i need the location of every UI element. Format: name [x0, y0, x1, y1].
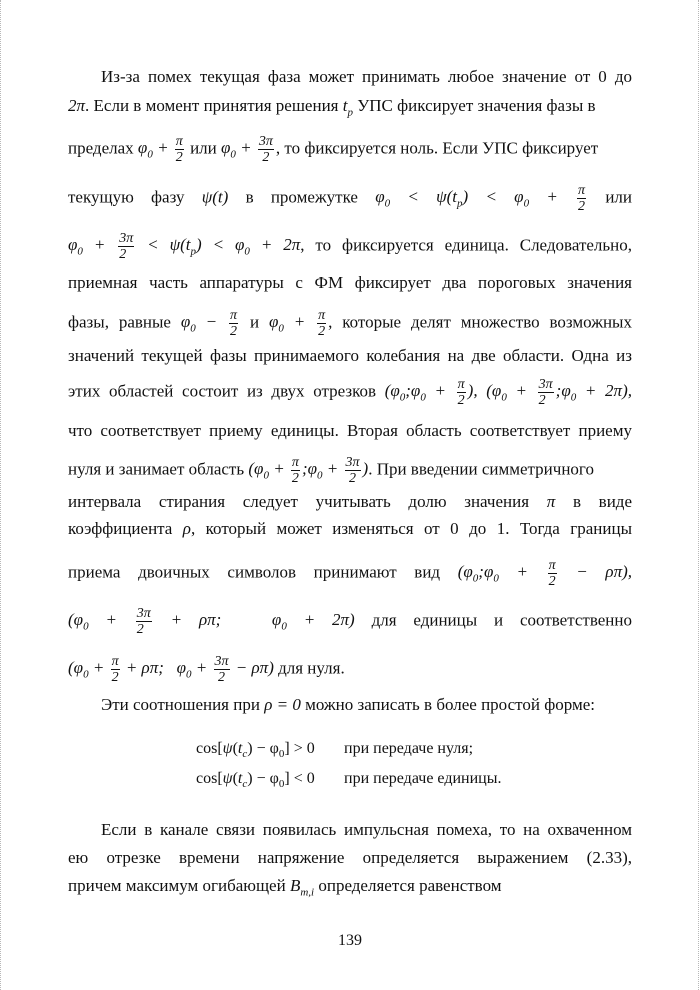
psi-t: ψ(t): [201, 187, 229, 207]
formula-phi0-pi2: $\varphi_0$ + $\frac{\pi}{2}$: [137, 134, 183, 165]
line-12: [68, 492, 632, 512]
line-11: [68, 455, 632, 486]
eq2-label: при передаче единицы.: [344, 770, 502, 787]
text-run: или: [605, 187, 632, 207]
text-run: определяется равенством: [318, 876, 502, 895]
eq1-label: при передаче нуля;: [344, 740, 474, 757]
text-run: , который может изменяться от 0 до 1. Тогда границы: [190, 519, 632, 538]
rho-symbol: ρ: [182, 519, 191, 538]
text-run: для единицы и соответственно: [371, 610, 632, 630]
pi-symbol: π: [546, 492, 556, 511]
right-page-edge: [698, 0, 699, 990]
equation-2: [196, 770, 502, 791]
line-5: [68, 231, 632, 262]
line-19: ею отрезке времени напряжение определяется выражением (2.33),: [68, 848, 632, 867]
line-18: Если в канале связи появилась импульсная помеха, то на охваченном: [101, 820, 632, 839]
text-run: , то фиксируется единица. Следовательно,: [300, 235, 632, 255]
equation-1: [196, 740, 474, 761]
line-16: [68, 654, 632, 685]
line-4: [68, 183, 632, 214]
line-14: [68, 558, 632, 589]
t-p-symbol: $t_p$: [342, 96, 353, 119]
line-2: [68, 96, 632, 122]
text-run: Эти соотношения при: [101, 695, 260, 714]
text-run: . Если в момент принятия решения: [85, 96, 339, 115]
text-run: нуля и занимает область: [68, 459, 245, 479]
line-3: [68, 134, 632, 165]
text-run: интервала стирания следует учитывать долю значения: [68, 492, 530, 511]
left-page-edge: [0, 0, 1, 990]
text-run: . При введении симметричного: [368, 459, 594, 479]
text-run: в виде: [572, 492, 633, 511]
text-run: причем максимум огибающей: [68, 876, 286, 895]
line-13: [68, 519, 632, 539]
formula-phi0-3pi2: $\varphi_0$ + $\frac{3\pi}{2}$: [221, 134, 273, 165]
formula-ineq1: $\varphi_0 < \psi(t_p) < \varphi_0$ + $\frac{\pi}{2}$: [375, 183, 586, 214]
text-run: для нуля.: [278, 658, 345, 678]
line-17: [101, 695, 632, 715]
line-8: значений текущей фазы принимаемого колебания на две области. Одна из: [68, 346, 632, 365]
text-run: и: [249, 312, 260, 332]
text-run: приема двоичных символов принимают вид: [68, 562, 441, 582]
eq2-formula: $\cos[\psi(t_c) - \varphi_0] < 0$: [196, 770, 315, 791]
formula-one-b: ($\varphi_0$ + $\frac{3\pi}{2}$ + ρπ; $\varphi_0 + 2\pi$): [68, 606, 355, 637]
two-pi: 2π: [68, 96, 86, 115]
line-15: [68, 606, 632, 637]
text-run: , которые делят множество возможных: [328, 312, 632, 332]
text-run: УПС фиксирует значения фазы в: [357, 96, 596, 115]
text-run: , то фиксируется ноль. Если УПС фиксирует: [275, 138, 599, 158]
formula-one-a: ($\varphi_0;\varphi_0$ + $\frac{\pi}{2}$ − ρπ),: [457, 558, 632, 589]
line-1: Из-за помех текущая фаза может принимать любое значение от 0 до: [101, 67, 632, 86]
formula-seg2: ($\varphi_0$ + $\frac{3\pi}{2}$ $;\varphi_0 + 2\pi$),: [486, 377, 632, 408]
text-run: пределах: [68, 138, 134, 158]
line-7: [68, 308, 632, 339]
formula-thr-minus: $\varphi_0$ − $\frac{\pi}{2}$: [180, 308, 238, 339]
text-run: этих областей состоит из двух отрезков: [68, 381, 377, 401]
rho-zero: ρ = 0: [264, 695, 301, 714]
text-run: можно записать в более простой форме:: [305, 695, 595, 714]
b-mi-symbol: $B_{m,i}$: [289, 876, 315, 899]
formula-zero-b: ($\varphi_0$ + $\frac{\pi}{2}$ + ρπ; $\varphi_0$ + $\frac{3\pi}{2}$ − ρπ): [68, 654, 274, 685]
text-run: фазы, равные: [68, 312, 171, 332]
line-10: что соответствует приему единицы. Вторая область соответствует приему: [68, 421, 632, 440]
text-run: в промежутке: [245, 187, 358, 207]
formula-ineq2: $\varphi_0$ + $\frac{3\pi}{2}$ < $\psi(t_p) < \varphi_0 + 2\pi$: [68, 231, 301, 262]
line-9: [68, 377, 632, 408]
formula-seg1: ($\varphi_0;\varphi_0$ + $\frac{\pi}{2}$ ),: [384, 377, 478, 408]
page-number: 139: [338, 932, 362, 949]
eq1-formula: $\cos[\psi(t_c) - \varphi_0] > 0$: [196, 740, 315, 761]
text-run: текущую фазу: [68, 187, 185, 207]
text-run: или: [190, 138, 217, 158]
formula-zero-area: ($\varphi_0$ + $\frac{\pi}{2}$ $;\varphi_0$ + $\frac{3\pi}{2}$ ): [248, 455, 369, 486]
text-run: коэффициента: [68, 519, 173, 538]
line-20: [68, 876, 632, 902]
formula-thr-plus: $\varphi_0$ + $\frac{\pi}{2}$: [268, 308, 326, 339]
line-6: приемная часть аппаратуры с ФМ фиксирует два пороговых значения: [68, 273, 632, 292]
